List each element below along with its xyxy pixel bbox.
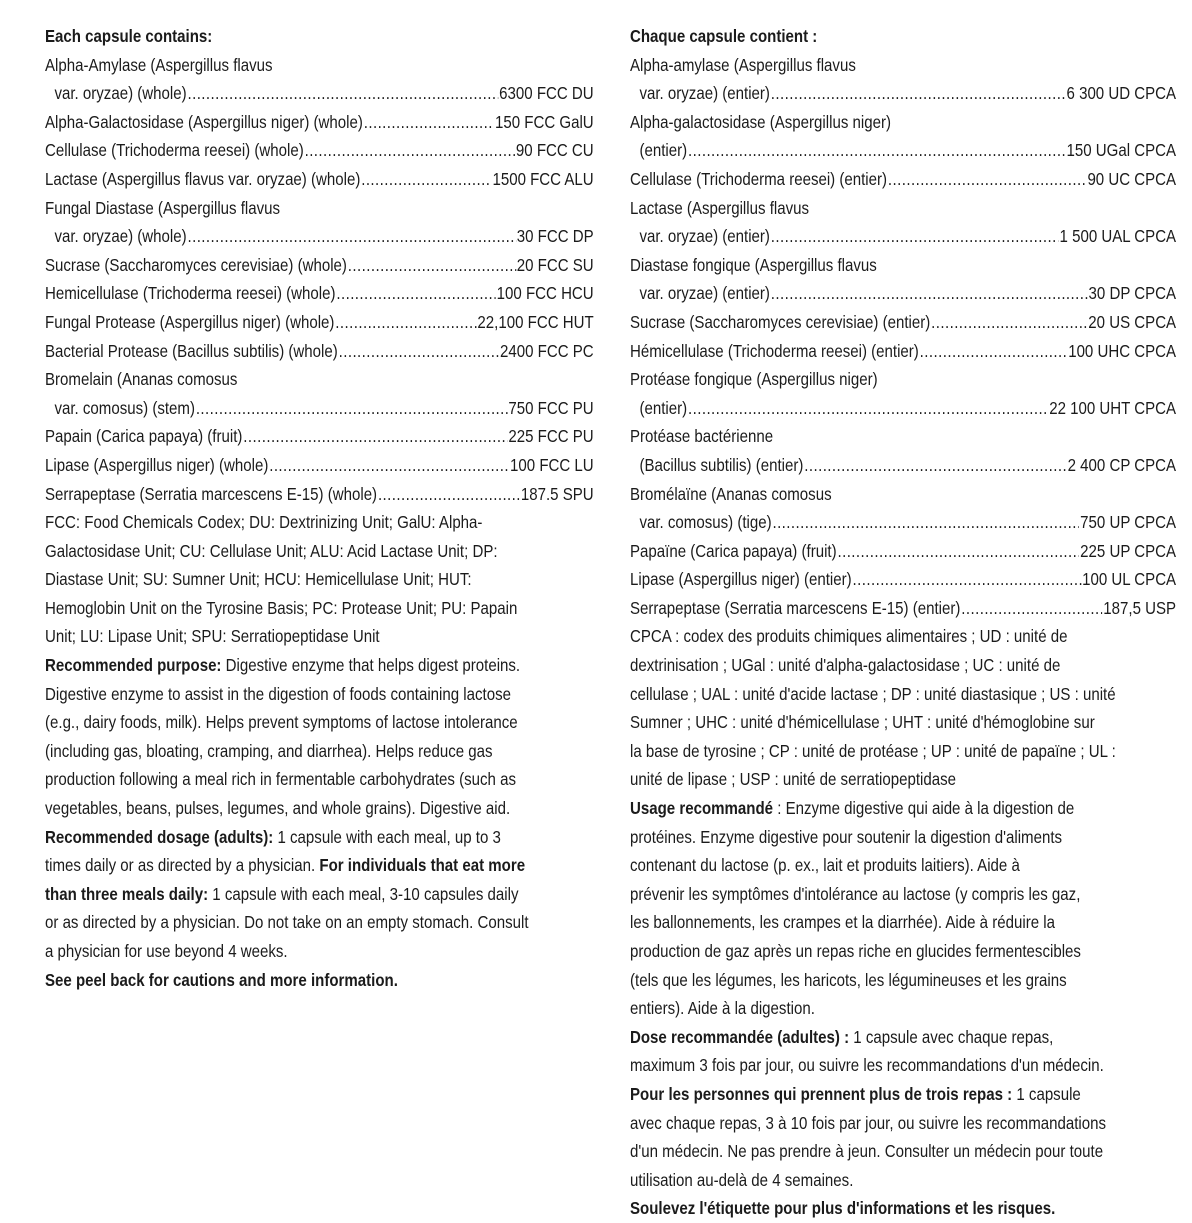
dot-leader xyxy=(243,422,507,451)
purpose-text: (tels que les légumes, les haricots, les légumineuses et les grains xyxy=(630,969,1067,990)
dot-leader xyxy=(335,308,476,337)
ingredient-name-line: Alpha-Amylase (Aspergillus flavus xyxy=(45,54,273,75)
ingredient-amount: 750 UP CPCA xyxy=(1080,512,1177,533)
dosage-line xyxy=(630,1109,1176,1138)
ingredient-label: var. comosus) (tige) xyxy=(639,512,772,533)
ingredient-label: (entier) xyxy=(639,397,688,418)
ingredient-item xyxy=(45,51,594,108)
ingredient-item xyxy=(630,537,1176,566)
purpose-line xyxy=(630,880,1176,909)
ingredient-amount: 100 UHC CPCA xyxy=(1068,340,1177,361)
ingredient-item xyxy=(45,451,594,480)
dot-leader xyxy=(772,508,1079,537)
purpose-text: protéines. Enzyme digestive pour soutenir la digestion d'aliments xyxy=(630,826,1063,847)
ingredient-amount: 20 FCC SU xyxy=(516,254,594,275)
ingredient-label: Alpha-Galactosidase (Aspergillus niger) (whole) xyxy=(45,111,363,132)
dot-leader xyxy=(688,394,1048,423)
dosage-line xyxy=(45,823,594,852)
ingredient-amount: 1 500 UAL CPCA xyxy=(1059,226,1177,247)
ingredient-amount: 22 100 UHT CPCA xyxy=(1049,397,1177,418)
ingredient-amount: 30 DP CPCA xyxy=(1088,283,1177,304)
dosage-text: or as directed by a physician. Do not take on an empty stomach. Consult xyxy=(45,912,529,933)
ingredient-amount: 22,100 FCC HUT xyxy=(477,311,594,332)
ingredient-label: Hémicellulase (Trichoderma reesei) (entier) xyxy=(630,340,919,361)
ingredient-item xyxy=(45,480,594,509)
purpose-text: : Enzyme digestive qui aide à la digestion de xyxy=(773,798,1075,819)
dot-leader xyxy=(837,537,1079,566)
ingredient-item xyxy=(630,365,1176,422)
dot-leader xyxy=(196,394,508,423)
dot-leader xyxy=(361,165,491,194)
units-line: FCC: Food Chemicals Codex; DU: Dextrinizing Unit; GalU: Alpha- xyxy=(45,512,483,533)
ingredient-row xyxy=(45,279,594,308)
ingredient-row xyxy=(630,394,1176,423)
ingredient-item xyxy=(630,108,1176,165)
ingredient-label: var. oryzae) (entier) xyxy=(639,226,770,247)
purpose-line xyxy=(45,794,594,823)
ingredient-row xyxy=(45,451,594,480)
footer-note: Soulevez l'étiquette pour plus d'informations et les risques. xyxy=(630,1198,1056,1219)
purpose-line xyxy=(630,851,1176,880)
dot-leader xyxy=(348,251,516,280)
ingredient-label: Lipase (Aspergillus niger) (entier) xyxy=(630,569,852,590)
ingredient-row xyxy=(45,308,594,337)
ingredient-label: Serrapeptase (Serratia marcescens E-15) (whole) xyxy=(45,483,378,504)
dot-leader xyxy=(269,451,509,480)
ingredient-row xyxy=(45,337,594,366)
ingredient-row xyxy=(45,222,594,251)
units-line: Unit; LU: Lipase Unit; SPU: Serratiopeptidase Unit xyxy=(45,626,380,647)
dosage-text: avec chaque repas, 3 à 10 fois par jour, ou suivre les recommandations xyxy=(630,1112,1107,1133)
ingredient-amount: 20 US CPCA xyxy=(1088,311,1177,332)
units-line: unité de lipase ; USP : unité de serratiopeptidase xyxy=(630,769,957,790)
ingredient-amount: 90 UC CPCA xyxy=(1087,168,1177,189)
ingredient-item xyxy=(630,194,1176,251)
dot-leader xyxy=(364,108,494,137)
ingredient-amount: 6300 FCC DU xyxy=(499,83,594,104)
ingredient-row xyxy=(630,79,1176,108)
dosage-line xyxy=(630,1166,1176,1195)
ingredient-row xyxy=(630,565,1176,594)
dosage-label: than three meals daily: xyxy=(45,883,209,904)
dosage-line xyxy=(630,1051,1176,1080)
purpose-text: entiers). Aide à la digestion. xyxy=(630,998,815,1019)
ingredient-name-line: Lactase (Aspergillus flavus xyxy=(630,197,810,218)
ingredient-row xyxy=(630,337,1176,366)
ingredient-item xyxy=(45,108,594,137)
ingredient-label: Sucrase (Saccharomyces cerevisiae) (entier) xyxy=(630,311,931,332)
footer-note: See peel back for cautions and more information. xyxy=(45,969,398,990)
ingredient-row xyxy=(630,451,1176,480)
ingredient-item xyxy=(45,279,594,308)
dosage-paragraph xyxy=(45,823,594,966)
ingredient-item xyxy=(45,194,594,251)
ingredient-item xyxy=(45,136,594,165)
dot-leader xyxy=(961,594,1102,623)
dosage-label: Pour les personnes qui prennent plus de trois repas : xyxy=(630,1083,1013,1104)
ingredient-label: Cellulase (Trichoderma reesei) (entier) xyxy=(630,168,888,189)
dot-leader xyxy=(771,279,1088,308)
purpose-line xyxy=(630,823,1176,852)
ingredient-name-line: Bromelain (Ananas comosus xyxy=(45,369,238,390)
units-line: Hemoglobin Unit on the Tyrosine Basis; PC: Protease Unit; PU: Papain xyxy=(45,597,518,618)
dosage-text: times daily or as directed by a physician. xyxy=(45,855,320,876)
ingredient-item xyxy=(45,308,594,337)
ingredient-label: var. oryzae) (entier) xyxy=(639,283,770,304)
purpose-line xyxy=(45,708,594,737)
ingredient-row xyxy=(630,222,1176,251)
purpose-line xyxy=(630,794,1176,823)
purpose-line xyxy=(630,937,1176,966)
dosage-label: For individuals that eat more xyxy=(319,855,526,876)
english-column xyxy=(45,22,594,994)
dosage-line xyxy=(630,1023,1176,1052)
purpose-text: Digestive enzyme to assist in the digestion of foods containing lactose xyxy=(45,683,511,704)
ingredient-name-line: Protéase bactérienne xyxy=(630,426,774,447)
dot-leader xyxy=(920,337,1068,366)
ingredient-item xyxy=(45,422,594,451)
dosage-label: Recommended dosage (adults): xyxy=(45,826,274,847)
dosage-line xyxy=(45,908,594,937)
dot-leader xyxy=(804,451,1067,480)
purpose-line xyxy=(630,966,1176,995)
units-line: cellulase ; UAL : unité d'acide lactase ; DP : unité diastasique ; US : unité xyxy=(630,683,1116,704)
purpose-line xyxy=(45,680,594,709)
ingredient-label: Lactase (Aspergillus flavus var. oryzae) (whole) xyxy=(45,168,361,189)
ingredient-label: Serrapeptase (Serratia marcescens E-15) (entier) xyxy=(630,597,961,618)
ingredient-amount: 2 400 CP CPCA xyxy=(1067,454,1177,475)
ingredient-amount: 90 FCC CU xyxy=(515,140,594,161)
dot-leader xyxy=(305,136,515,165)
ingredient-label: var. comosus) (stem) xyxy=(54,397,195,418)
dosage-line xyxy=(630,1137,1176,1166)
dot-leader xyxy=(187,79,498,108)
dot-leader xyxy=(771,79,1066,108)
purpose-paragraph xyxy=(630,794,1176,1023)
ingredient-item xyxy=(630,337,1176,366)
dosage-line xyxy=(45,880,594,909)
ingredient-amount: 225 FCC PU xyxy=(508,426,594,447)
ingredient-item xyxy=(630,51,1176,108)
dosage-text: 1 capsule xyxy=(1012,1083,1081,1104)
ingredient-label: Bacterial Protease (Bacillus subtilis) (whole) xyxy=(45,340,338,361)
purpose-line xyxy=(45,737,594,766)
purpose-text: (e.g., dairy foods, milk). Helps prevent symptoms of lactose intolerance xyxy=(45,712,518,733)
section-heading: Chaque capsule contient : xyxy=(630,26,818,46)
ingredient-amount: 187.5 SPU xyxy=(520,483,594,504)
purpose-text: Digestive enzyme that helps digest proteins. xyxy=(221,655,521,676)
dot-leader xyxy=(931,308,1087,337)
ingredient-amount: 6 300 UD CPCA xyxy=(1066,83,1177,104)
purpose-text: prévenir les symptômes d'intolérance au lactose (y compris les gaz, xyxy=(630,883,1081,904)
ingredient-amount: 750 FCC PU xyxy=(508,397,594,418)
dosage-text: d'un médecin. Ne pas prendre à jeun. Consulter un médecin pour toute xyxy=(630,1141,1104,1162)
dot-leader xyxy=(187,222,515,251)
units-line: Galactosidase Unit; CU: Cellulase Unit; ALU: Acid Lactase Unit; DP: xyxy=(45,540,498,561)
dot-leader xyxy=(339,337,500,366)
ingredient-amount: 150 FCC GalU xyxy=(494,111,594,132)
ingredient-label: Papaïne (Carica papaya) (fruit) xyxy=(630,540,837,561)
purpose-line xyxy=(45,651,594,680)
ingredient-row xyxy=(45,394,594,423)
ingredient-row xyxy=(630,537,1176,566)
ingredient-item xyxy=(45,365,594,422)
ingredient-name-line: Bromélaïne (Ananas comosus xyxy=(630,483,832,504)
ingredient-row xyxy=(45,108,594,137)
purpose-text: contenant du lactose (p. ex., lait et produits laitiers). Aide à xyxy=(630,855,1020,876)
ingredient-label: Papain (Carica papaya) (fruit) xyxy=(45,426,243,447)
ingredient-label: Cellulase (Trichoderma reesei) (whole) xyxy=(45,140,304,161)
ingredient-row xyxy=(45,480,594,509)
purpose-line xyxy=(630,994,1176,1023)
dot-leader xyxy=(378,480,520,509)
ingredient-amount: 1500 FCC ALU xyxy=(492,168,594,189)
ingredient-item xyxy=(630,594,1176,623)
purpose-label: Recommended purpose: xyxy=(45,655,222,676)
ingredient-label: var. oryzae) (whole) xyxy=(54,226,187,247)
dosage-text: 1 capsule with each meal, up to 3 xyxy=(273,826,501,847)
ingredient-name-line: Fungal Diastase (Aspergillus flavus xyxy=(45,197,281,218)
dot-leader xyxy=(853,565,1082,594)
purpose-text: production following a meal rich in fermentable carbohydrates (such as xyxy=(45,769,516,790)
ingredient-row xyxy=(630,308,1176,337)
dosage-label: Dose recommandée (adultes) : xyxy=(630,1026,850,1047)
ingredient-row xyxy=(630,136,1176,165)
ingredient-name-line: Protéase fongique (Aspergillus niger) xyxy=(630,369,878,390)
ingredient-label: (Bacillus subtilis) (entier) xyxy=(639,454,804,475)
ingredient-item xyxy=(630,251,1176,308)
ingredient-amount: 187,5 USP xyxy=(1103,597,1177,618)
dosage-line xyxy=(45,937,594,966)
ingredient-item xyxy=(630,480,1176,537)
ingredient-row xyxy=(630,508,1176,537)
ingredient-amount: 30 FCC DP xyxy=(516,226,594,247)
ingredient-item xyxy=(630,422,1176,479)
ingredient-name-line: Alpha-amylase (Aspergillus flavus xyxy=(630,54,856,75)
ingredient-row xyxy=(45,422,594,451)
ingredient-item xyxy=(45,337,594,366)
ingredient-amount: 150 UGal CPCA xyxy=(1066,140,1177,161)
ingredient-item xyxy=(630,308,1176,337)
ingredient-amount: 100 FCC HCU xyxy=(496,283,594,304)
ingredient-row xyxy=(45,251,594,280)
dot-leader xyxy=(888,165,1087,194)
ingredient-label: Sucrase (Saccharomyces cerevisiae) (whole) xyxy=(45,254,347,275)
dot-leader xyxy=(336,279,495,308)
ingredient-item xyxy=(630,565,1176,594)
dosage-text: maximum 3 fois par jour, ou suivre les recommandations d'un médecin. xyxy=(630,1055,1104,1076)
purpose-text: production de gaz après un repas riche en glucides fermentescibles xyxy=(630,941,1081,961)
section-heading: Each capsule contains: xyxy=(45,26,213,46)
purpose-text: les ballonnements, les crampes et la diarrhée). Aide à réduire la xyxy=(630,912,1055,933)
units-line: la base de tyrosine ; CP : unité de protéase ; UP : unité de papaïne ; UL : xyxy=(630,740,1116,761)
purpose-text: (including gas, bloating, cramping, and diarrhea). Helps reduce gas xyxy=(45,740,493,761)
dot-leader xyxy=(771,222,1059,251)
ingredient-label: Fungal Protease (Aspergillus niger) (whole) xyxy=(45,311,335,332)
dot-leader xyxy=(688,136,1066,165)
units-line: Sumner ; UHC : unité d'hémicellulase ; UHT : unité d'hémoglobine sur xyxy=(630,712,1095,733)
purpose-label: Usage recommandé xyxy=(630,798,774,819)
dosage-paragraph xyxy=(630,1023,1176,1195)
ingredient-label: Lipase (Aspergillus niger) (whole) xyxy=(45,454,269,475)
ingredient-name-line: Diastase fongique (Aspergillus flavus xyxy=(630,254,877,275)
ingredient-row xyxy=(45,136,594,165)
ingredient-label: var. oryzae) (whole) xyxy=(54,83,187,104)
purpose-text: vegetables, beans, pulses, legumes, and whole grains). Digestive aid. xyxy=(45,798,511,819)
dosage-text: 1 capsule avec chaque repas, xyxy=(849,1026,1054,1047)
ingredient-amount: 100 UL CPCA xyxy=(1082,569,1177,590)
purpose-paragraph xyxy=(45,651,594,823)
ingredient-row xyxy=(45,79,594,108)
ingredient-amount: 225 UP CPCA xyxy=(1080,540,1177,561)
purpose-line xyxy=(45,765,594,794)
french-column xyxy=(630,22,1176,1223)
dosage-text: a physician for use beyond 4 weeks. xyxy=(45,941,288,961)
dosage-text: utilisation au-delà de 4 semaines. xyxy=(630,1169,854,1190)
units-line: CPCA : codex des produits chimiques alimentaires ; UD : unité de xyxy=(630,626,1068,647)
units-line: Diastase Unit; SU: Sumner Unit; HCU: Hemicellulase Unit; HUT: xyxy=(45,569,472,590)
ingredient-label: var. oryzae) (entier) xyxy=(639,83,770,104)
ingredient-label: (entier) xyxy=(639,140,688,161)
ingredient-amount: 100 FCC LU xyxy=(510,454,594,475)
ingredient-row xyxy=(630,279,1176,308)
dosage-line xyxy=(45,851,594,880)
dosage-line xyxy=(630,1080,1176,1109)
ingredient-name-line: Alpha-galactosidase (Aspergillus niger) xyxy=(630,111,892,132)
ingredient-row xyxy=(630,165,1176,194)
ingredient-row xyxy=(45,165,594,194)
units-legend xyxy=(630,622,1176,794)
purpose-line xyxy=(630,908,1176,937)
ingredient-label: Hemicellulase (Trichoderma reesei) (whole) xyxy=(45,283,336,304)
ingredient-amount: 2400 FCC PC xyxy=(499,340,594,361)
units-line: dextrinisation ; UGal : unité d'alpha-galactosidase ; UC : unité de xyxy=(630,655,1061,676)
dosage-text: 1 capsule with each meal, 3-10 capsules daily xyxy=(208,883,519,904)
ingredient-row xyxy=(630,594,1176,623)
ingredient-item xyxy=(630,165,1176,194)
ingredient-item xyxy=(45,251,594,280)
ingredient-item xyxy=(45,165,594,194)
units-legend xyxy=(45,508,594,651)
